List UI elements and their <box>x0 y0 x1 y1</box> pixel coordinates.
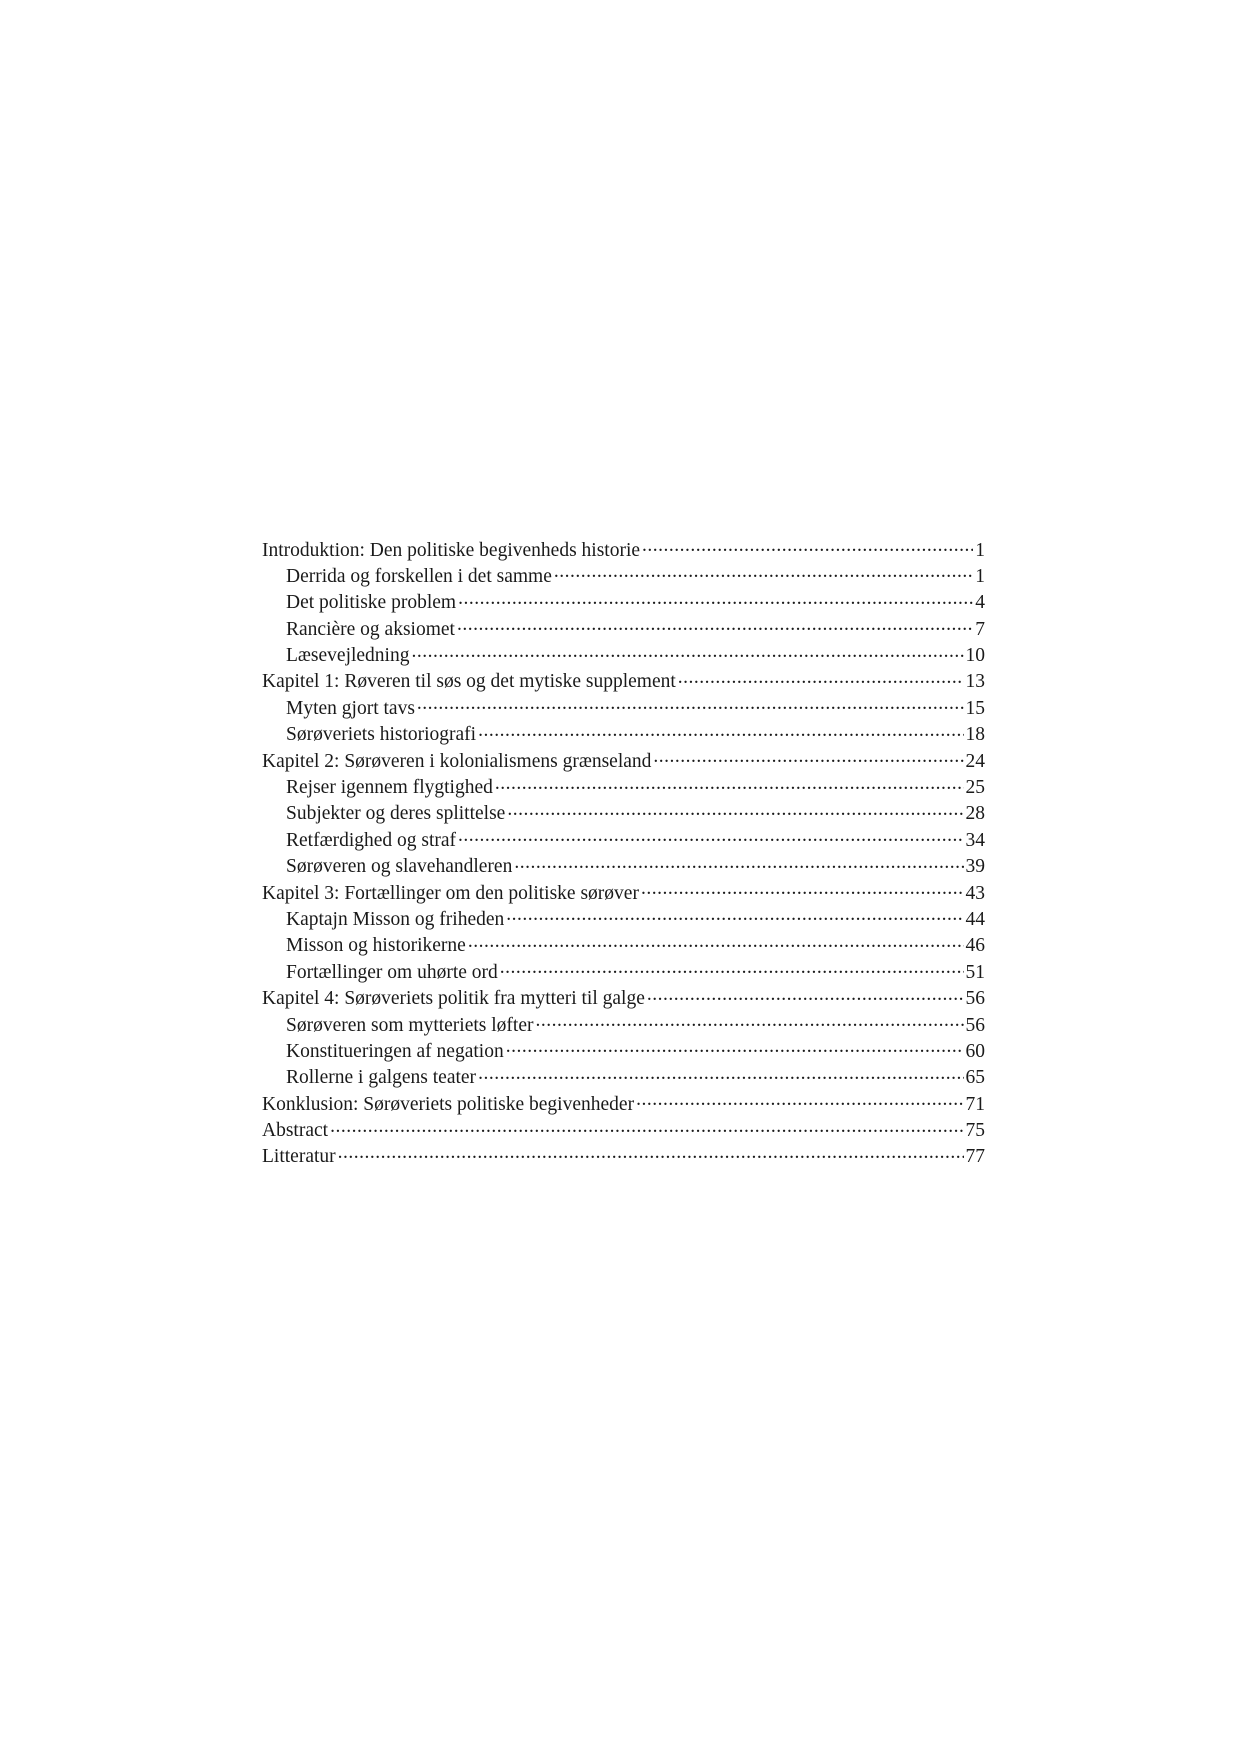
toc-dot-leader <box>642 536 973 556</box>
toc-entry-negation[interactable] <box>262 1037 985 1063</box>
toc-dot-leader <box>506 905 963 925</box>
toc-dot-leader <box>653 747 963 767</box>
table-of-contents <box>262 536 985 1169</box>
toc-entry-title: Rejser igennem flygtighed <box>286 777 493 799</box>
toc-page-number: 13 <box>965 671 985 693</box>
toc-entry-title: Kapitel 1: Røveren til søs og det mytiske supplement <box>262 671 676 693</box>
toc-dot-leader <box>678 668 964 688</box>
toc-page-number: 15 <box>965 697 985 719</box>
toc-entry-galgens-teater[interactable] <box>262 1064 985 1090</box>
toc-entry-title: Sørøveren som mytteriets løfter <box>286 1014 534 1036</box>
toc-page-number: 71 <box>965 1093 985 1115</box>
toc-entry-derrida[interactable] <box>262 562 985 588</box>
toc-entry-title: Misson og historikerne <box>286 935 466 957</box>
toc-page-number: 46 <box>965 935 985 957</box>
toc-entry-title: Litteratur <box>262 1146 336 1168</box>
toc-entry-misson-historikerne[interactable] <box>262 932 985 958</box>
toc-page-number: 39 <box>965 856 985 878</box>
toc-entry-subjekter[interactable] <box>262 800 985 826</box>
toc-entry-title: Konstitueringen af negation <box>286 1040 504 1062</box>
toc-page-number: 77 <box>965 1146 985 1168</box>
toc-dot-leader <box>535 1011 963 1031</box>
toc-page-number: 24 <box>965 750 985 772</box>
toc-page-number: 1 <box>975 539 985 561</box>
toc-dot-leader <box>478 1064 963 1084</box>
toc-dot-leader <box>507 800 963 820</box>
toc-entry-det-politiske-problem[interactable] <box>262 589 985 615</box>
toc-entry-title: Kaptajn Misson og friheden <box>286 908 505 930</box>
toc-entry-historiografi[interactable] <box>262 721 985 747</box>
toc-dot-leader <box>457 615 973 635</box>
toc-entry-uhoerte-ord[interactable] <box>262 958 985 984</box>
toc-page-number: 44 <box>965 908 985 930</box>
toc-page-number: 60 <box>965 1040 985 1062</box>
toc-page-number: 56 <box>965 988 985 1010</box>
toc-entry-litteratur[interactable] <box>262 1143 985 1169</box>
toc-dot-leader <box>478 721 963 741</box>
toc-entry-title: Subjekter og deres splittelse <box>286 803 506 825</box>
toc-dot-leader <box>500 958 964 978</box>
toc-entry-title: Retfærdighed og straf <box>286 829 457 851</box>
toc-entry-kapitel-2[interactable] <box>262 747 985 773</box>
toc-dot-leader <box>636 1090 963 1110</box>
toc-page-number: 28 <box>965 803 985 825</box>
toc-dot-leader <box>495 774 964 794</box>
toc-page-number: 65 <box>965 1067 985 1089</box>
toc-entry-mytteriets-loefter[interactable] <box>262 1011 985 1037</box>
toc-entry-myten-gjort-tavs[interactable] <box>262 694 985 720</box>
toc-entry-kaptajn-misson[interactable] <box>262 905 985 931</box>
toc-entry-title: Rancière og aksiomet <box>286 618 455 640</box>
toc-page-number: 7 <box>975 618 985 640</box>
toc-entry-title: Sørøveren og slavehandleren <box>286 856 513 878</box>
toc-entry-title: Læsevejledning <box>286 645 410 667</box>
toc-entry-kapitel-1[interactable] <box>262 668 985 694</box>
toc-dot-leader <box>554 562 973 582</box>
toc-page-number: 25 <box>965 777 985 799</box>
toc-entry-kapitel-4[interactable] <box>262 985 985 1011</box>
toc-page-number: 43 <box>965 882 985 904</box>
toc-page-number: 51 <box>965 961 985 983</box>
toc-page-number: 56 <box>965 1014 985 1036</box>
toc-page-number: 34 <box>965 829 985 851</box>
toc-page-number: 75 <box>965 1120 985 1142</box>
toc-page-number: 1 <box>975 565 985 587</box>
toc-dot-leader <box>330 1117 963 1137</box>
toc-dot-leader <box>641 879 964 899</box>
toc-page-number: 18 <box>965 724 985 746</box>
toc-entry-introduktion[interactable] <box>262 536 985 562</box>
toc-entry-title: Kapitel 4: Sørøveriets politik fra mytteri til galge <box>262 988 645 1010</box>
toc-entry-title: Kapitel 2: Sørøveren i kolonialismens grænseland <box>262 750 652 772</box>
toc-entry-title: Rollerne i galgens teater <box>286 1067 477 1089</box>
toc-dot-leader <box>647 985 964 1005</box>
toc-entry-laesevejledning[interactable] <box>262 642 985 668</box>
toc-entry-title: Myten gjort tavs <box>286 697 415 719</box>
toc-entry-title: Fortællinger om uhørte ord <box>286 961 498 983</box>
toc-entry-title: Konklusion: Sørøveriets politiske begivenheder <box>262 1093 635 1115</box>
toc-dot-leader <box>411 642 963 662</box>
toc-dot-leader <box>417 694 964 714</box>
toc-entry-ranciere[interactable] <box>262 615 985 641</box>
toc-page-number: 4 <box>975 592 985 614</box>
toc-entry-konklusion[interactable] <box>262 1090 985 1116</box>
toc-entry-abstract[interactable] <box>262 1117 985 1143</box>
toc-entry-title: Det politiske problem <box>286 592 457 614</box>
toc-entry-title: Kapitel 3: Fortællinger om den politiske sørøver <box>262 882 639 904</box>
toc-entry-retfaerdighed[interactable] <box>262 826 985 852</box>
toc-dot-leader <box>468 932 964 952</box>
toc-dot-leader <box>506 1037 964 1057</box>
toc-dot-leader <box>514 853 963 873</box>
toc-entry-title: Abstract <box>262 1120 329 1142</box>
toc-dot-leader <box>458 589 973 609</box>
toc-dot-leader <box>338 1143 964 1163</box>
toc-entry-kapitel-3[interactable] <box>262 879 985 905</box>
toc-entry-rejser[interactable] <box>262 774 985 800</box>
toc-entry-title: Introduktion: Den politiske begivenheds historie <box>262 539 641 561</box>
toc-entry-title: Derrida og forskellen i det samme <box>286 565 552 587</box>
toc-entry-title: Sørøveriets historiografi <box>286 724 477 746</box>
toc-page-number: 10 <box>965 645 985 667</box>
toc-entry-slavehandleren[interactable] <box>262 853 985 879</box>
toc-dot-leader <box>458 826 963 846</box>
